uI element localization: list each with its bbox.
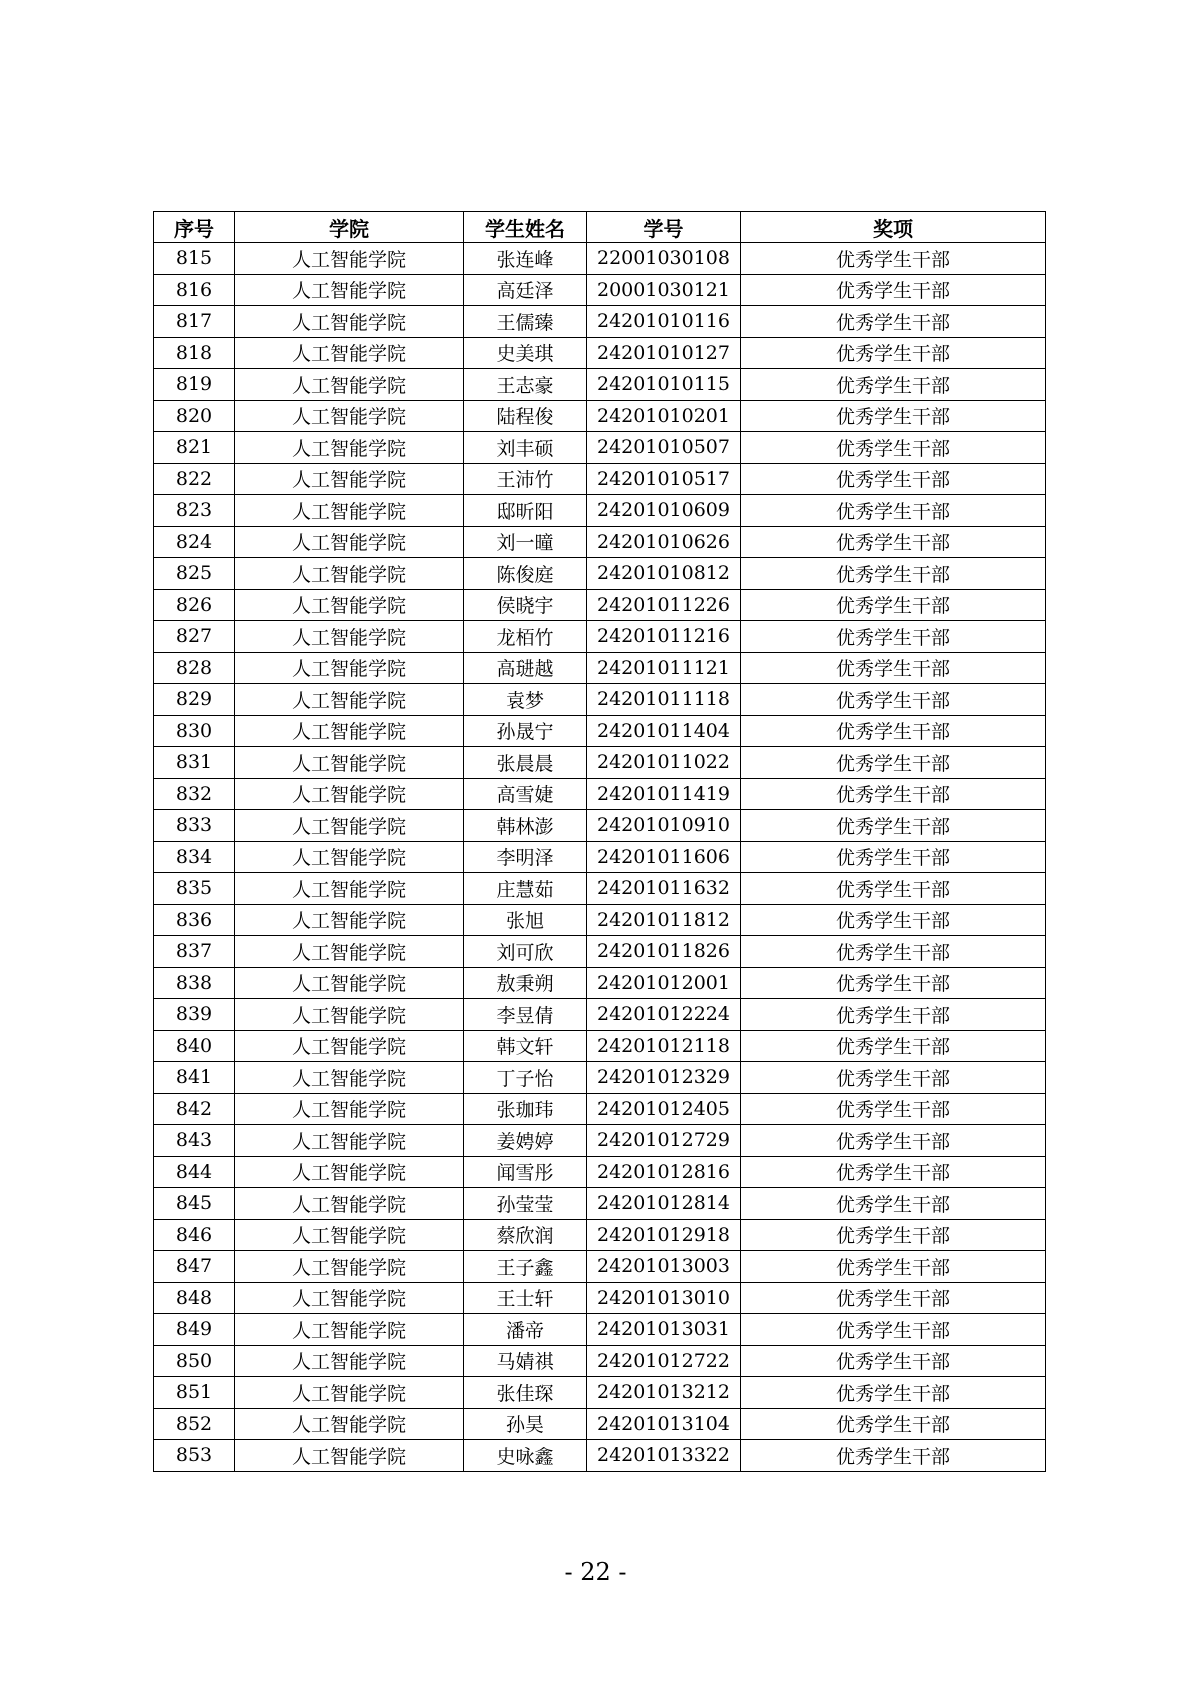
cell-index: 828 bbox=[154, 652, 235, 684]
cell-index: 848 bbox=[154, 1282, 235, 1314]
cell-award: 优秀学生干部 bbox=[741, 369, 1046, 401]
cell-student-id: 24201013031 bbox=[587, 1314, 741, 1346]
cell-college: 人工智能学院 bbox=[235, 1030, 464, 1062]
cell-award: 优秀学生干部 bbox=[741, 999, 1046, 1031]
cell-college: 人工智能学院 bbox=[235, 873, 464, 905]
cell-student-id: 24201011404 bbox=[587, 715, 741, 747]
cell-student-name: 陆程俊 bbox=[464, 400, 587, 432]
cell-college: 人工智能学院 bbox=[235, 369, 464, 401]
cell-award: 优秀学生干部 bbox=[741, 684, 1046, 716]
cell-student-id: 24201012329 bbox=[587, 1062, 741, 1094]
cell-college: 人工智能学院 bbox=[235, 400, 464, 432]
cell-student-name: 高雪婕 bbox=[464, 778, 587, 810]
cell-student-name: 闻雪彤 bbox=[464, 1156, 587, 1188]
cell-index: 853 bbox=[154, 1440, 235, 1472]
cell-award: 优秀学生干部 bbox=[741, 621, 1046, 653]
cell-award: 优秀学生干部 bbox=[741, 589, 1046, 621]
cell-college: 人工智能学院 bbox=[235, 432, 464, 464]
cell-college: 人工智能学院 bbox=[235, 243, 464, 275]
table-row bbox=[154, 841, 1046, 873]
cell-index: 846 bbox=[154, 1219, 235, 1251]
cell-award: 优秀学生干部 bbox=[741, 967, 1046, 999]
cell-award: 优秀学生干部 bbox=[741, 463, 1046, 495]
cell-index: 827 bbox=[154, 621, 235, 653]
cell-award: 优秀学生干部 bbox=[741, 1219, 1046, 1251]
cell-student-name: 邸昕阳 bbox=[464, 495, 587, 527]
cell-college: 人工智能学院 bbox=[235, 1062, 464, 1094]
table-row bbox=[154, 1282, 1046, 1314]
cell-index: 815 bbox=[154, 243, 235, 275]
cell-student-id: 24201010201 bbox=[587, 400, 741, 432]
cell-student-id: 24201012918 bbox=[587, 1219, 741, 1251]
cell-student-name: 韩林澎 bbox=[464, 810, 587, 842]
table-row bbox=[154, 936, 1046, 968]
cell-index: 821 bbox=[154, 432, 235, 464]
cell-student-id: 24201013104 bbox=[587, 1408, 741, 1440]
cell-award: 优秀学生干部 bbox=[741, 495, 1046, 527]
cell-student-name: 潘帝 bbox=[464, 1314, 587, 1346]
table-row bbox=[154, 243, 1046, 275]
cell-award: 优秀学生干部 bbox=[741, 1408, 1046, 1440]
header-student-id: 学号 bbox=[587, 212, 741, 243]
cell-student-name: 姜娉婷 bbox=[464, 1125, 587, 1157]
cell-student-id: 24201011216 bbox=[587, 621, 741, 653]
table-row bbox=[154, 999, 1046, 1031]
cell-college: 人工智能学院 bbox=[235, 999, 464, 1031]
table-row bbox=[154, 652, 1046, 684]
cell-student-id: 24201010507 bbox=[587, 432, 741, 464]
cell-college: 人工智能学院 bbox=[235, 1156, 464, 1188]
cell-index: 838 bbox=[154, 967, 235, 999]
cell-index: 852 bbox=[154, 1408, 235, 1440]
cell-student-name: 刘一曈 bbox=[464, 526, 587, 558]
cell-award: 优秀学生干部 bbox=[741, 1345, 1046, 1377]
cell-student-name: 王沛竹 bbox=[464, 463, 587, 495]
table-row bbox=[154, 1440, 1046, 1472]
cell-award: 优秀学生干部 bbox=[741, 904, 1046, 936]
cell-index: 817 bbox=[154, 306, 235, 338]
cell-student-id: 24201013212 bbox=[587, 1377, 741, 1409]
cell-student-name: 马婧祺 bbox=[464, 1345, 587, 1377]
cell-college: 人工智能学院 bbox=[235, 495, 464, 527]
table-body bbox=[154, 243, 1046, 1472]
cell-college: 人工智能学院 bbox=[235, 936, 464, 968]
cell-college: 人工智能学院 bbox=[235, 1408, 464, 1440]
header-award: 奖项 bbox=[741, 212, 1046, 243]
table-header-row bbox=[154, 212, 1046, 243]
cell-student-id: 24201013010 bbox=[587, 1282, 741, 1314]
cell-college: 人工智能学院 bbox=[235, 1282, 464, 1314]
cell-award: 优秀学生干部 bbox=[741, 936, 1046, 968]
cell-student-name: 陈俊庭 bbox=[464, 558, 587, 590]
cell-student-name: 敖秉朔 bbox=[464, 967, 587, 999]
cell-student-name: 李昱倩 bbox=[464, 999, 587, 1031]
cell-student-name: 庄慧茹 bbox=[464, 873, 587, 905]
page-number: - 22 - bbox=[564, 1558, 627, 1586]
cell-student-name: 王儒臻 bbox=[464, 306, 587, 338]
cell-college: 人工智能学院 bbox=[235, 274, 464, 306]
cell-student-name: 蔡欣润 bbox=[464, 1219, 587, 1251]
table-row bbox=[154, 306, 1046, 338]
cell-student-id: 24201010115 bbox=[587, 369, 741, 401]
cell-student-name: 刘可欣 bbox=[464, 936, 587, 968]
cell-index: 851 bbox=[154, 1377, 235, 1409]
cell-student-name: 张旭 bbox=[464, 904, 587, 936]
cell-college: 人工智能学院 bbox=[235, 778, 464, 810]
cell-student-id: 24201012814 bbox=[587, 1188, 741, 1220]
table-row bbox=[154, 904, 1046, 936]
table-row bbox=[154, 337, 1046, 369]
cell-award: 优秀学生干部 bbox=[741, 1377, 1046, 1409]
cell-index: 816 bbox=[154, 274, 235, 306]
cell-student-name: 王志豪 bbox=[464, 369, 587, 401]
cell-student-id: 24201011226 bbox=[587, 589, 741, 621]
cell-student-name: 侯晓宇 bbox=[464, 589, 587, 621]
cell-college: 人工智能学院 bbox=[235, 904, 464, 936]
cell-award: 优秀学生干部 bbox=[741, 274, 1046, 306]
cell-index: 850 bbox=[154, 1345, 235, 1377]
cell-student-id: 24201013003 bbox=[587, 1251, 741, 1283]
cell-index: 818 bbox=[154, 337, 235, 369]
cell-award: 优秀学生干部 bbox=[741, 1062, 1046, 1094]
cell-index: 836 bbox=[154, 904, 235, 936]
table-row bbox=[154, 589, 1046, 621]
cell-student-id: 24201012722 bbox=[587, 1345, 741, 1377]
cell-index: 819 bbox=[154, 369, 235, 401]
table-row bbox=[154, 274, 1046, 306]
cell-index: 840 bbox=[154, 1030, 235, 1062]
cell-student-name: 张珈玮 bbox=[464, 1093, 587, 1125]
cell-college: 人工智能学院 bbox=[235, 652, 464, 684]
cell-student-id: 24201012224 bbox=[587, 999, 741, 1031]
header-college: 学院 bbox=[235, 212, 464, 243]
table-row bbox=[154, 1251, 1046, 1283]
cell-index: 834 bbox=[154, 841, 235, 873]
cell-college: 人工智能学院 bbox=[235, 306, 464, 338]
cell-index: 845 bbox=[154, 1188, 235, 1220]
cell-index: 820 bbox=[154, 400, 235, 432]
table-row bbox=[154, 432, 1046, 464]
cell-college: 人工智能学院 bbox=[235, 1314, 464, 1346]
cell-student-id: 24201010116 bbox=[587, 306, 741, 338]
cell-student-name: 孙昊 bbox=[464, 1408, 587, 1440]
cell-student-id: 24201010517 bbox=[587, 463, 741, 495]
table-row bbox=[154, 369, 1046, 401]
cell-college: 人工智能学院 bbox=[235, 1345, 464, 1377]
cell-index: 824 bbox=[154, 526, 235, 558]
cell-student-name: 高琎越 bbox=[464, 652, 587, 684]
cell-award: 优秀学生干部 bbox=[741, 526, 1046, 558]
cell-student-name: 袁梦 bbox=[464, 684, 587, 716]
cell-award: 优秀学生干部 bbox=[741, 337, 1046, 369]
cell-student-id: 24201013322 bbox=[587, 1440, 741, 1472]
cell-award: 优秀学生干部 bbox=[741, 810, 1046, 842]
cell-student-id: 24201012729 bbox=[587, 1125, 741, 1157]
cell-index: 839 bbox=[154, 999, 235, 1031]
table-row bbox=[154, 873, 1046, 905]
cell-student-id: 24201011606 bbox=[587, 841, 741, 873]
cell-student-id: 24201010609 bbox=[587, 495, 741, 527]
cell-student-id: 24201010910 bbox=[587, 810, 741, 842]
cell-index: 829 bbox=[154, 684, 235, 716]
table-row bbox=[154, 526, 1046, 558]
cell-award: 优秀学生干部 bbox=[741, 1125, 1046, 1157]
cell-student-name: 高廷泽 bbox=[464, 274, 587, 306]
table-row bbox=[154, 1062, 1046, 1094]
table-row bbox=[154, 1377, 1046, 1409]
header-index: 序号 bbox=[154, 212, 235, 243]
table-row bbox=[154, 1219, 1046, 1251]
table-row bbox=[154, 1314, 1046, 1346]
cell-award: 优秀学生干部 bbox=[741, 778, 1046, 810]
cell-index: 842 bbox=[154, 1093, 235, 1125]
cell-college: 人工智能学院 bbox=[235, 684, 464, 716]
table-row bbox=[154, 1188, 1046, 1220]
cell-student-name: 丁子怡 bbox=[464, 1062, 587, 1094]
table-row bbox=[154, 1093, 1046, 1125]
cell-college: 人工智能学院 bbox=[235, 1219, 464, 1251]
table-row bbox=[154, 778, 1046, 810]
cell-award: 优秀学生干部 bbox=[741, 1093, 1046, 1125]
cell-award: 优秀学生干部 bbox=[741, 243, 1046, 275]
table-row bbox=[154, 1156, 1046, 1188]
cell-student-name: 史美琪 bbox=[464, 337, 587, 369]
cell-award: 优秀学生干部 bbox=[741, 652, 1046, 684]
cell-college: 人工智能学院 bbox=[235, 337, 464, 369]
cell-college: 人工智能学院 bbox=[235, 967, 464, 999]
header-student-name: 学生姓名 bbox=[464, 212, 587, 243]
cell-student-name: 王子鑫 bbox=[464, 1251, 587, 1283]
cell-student-id: 24201011022 bbox=[587, 747, 741, 779]
cell-student-name: 孙莹莹 bbox=[464, 1188, 587, 1220]
cell-student-id: 24201010626 bbox=[587, 526, 741, 558]
award-table bbox=[153, 211, 1046, 1472]
table-row bbox=[154, 967, 1046, 999]
cell-college: 人工智能学院 bbox=[235, 1251, 464, 1283]
cell-award: 优秀学生干部 bbox=[741, 747, 1046, 779]
cell-award: 优秀学生干部 bbox=[741, 841, 1046, 873]
cell-student-id: 24201011118 bbox=[587, 684, 741, 716]
cell-index: 831 bbox=[154, 747, 235, 779]
cell-student-id: 24201012001 bbox=[587, 967, 741, 999]
cell-award: 优秀学生干部 bbox=[741, 306, 1046, 338]
cell-index: 822 bbox=[154, 463, 235, 495]
cell-index: 847 bbox=[154, 1251, 235, 1283]
cell-index: 832 bbox=[154, 778, 235, 810]
table-row bbox=[154, 684, 1046, 716]
cell-student-name: 张晨晨 bbox=[464, 747, 587, 779]
cell-award: 优秀学生干部 bbox=[741, 400, 1046, 432]
cell-student-id: 24201011632 bbox=[587, 873, 741, 905]
table-row bbox=[154, 715, 1046, 747]
cell-student-name: 张佳琛 bbox=[464, 1377, 587, 1409]
cell-award: 优秀学生干部 bbox=[741, 1440, 1046, 1472]
cell-award: 优秀学生干部 bbox=[741, 715, 1046, 747]
cell-index: 843 bbox=[154, 1125, 235, 1157]
cell-college: 人工智能学院 bbox=[235, 621, 464, 653]
cell-student-id: 24201011812 bbox=[587, 904, 741, 936]
cell-college: 人工智能学院 bbox=[235, 1093, 464, 1125]
cell-student-id: 24201012816 bbox=[587, 1156, 741, 1188]
cell-award: 优秀学生干部 bbox=[741, 558, 1046, 590]
cell-index: 823 bbox=[154, 495, 235, 527]
cell-index: 837 bbox=[154, 936, 235, 968]
table-row bbox=[154, 1030, 1046, 1062]
cell-student-id: 24201011826 bbox=[587, 936, 741, 968]
cell-student-id: 24201012118 bbox=[587, 1030, 741, 1062]
cell-award: 优秀学生干部 bbox=[741, 1314, 1046, 1346]
cell-student-name: 龙栢竹 bbox=[464, 621, 587, 653]
cell-index: 844 bbox=[154, 1156, 235, 1188]
cell-index: 841 bbox=[154, 1062, 235, 1094]
cell-student-id: 24201011419 bbox=[587, 778, 741, 810]
cell-student-id: 24201010812 bbox=[587, 558, 741, 590]
cell-college: 人工智能学院 bbox=[235, 589, 464, 621]
cell-index: 835 bbox=[154, 873, 235, 905]
cell-college: 人工智能学院 bbox=[235, 841, 464, 873]
cell-index: 830 bbox=[154, 715, 235, 747]
cell-student-name: 李明泽 bbox=[464, 841, 587, 873]
table-row bbox=[154, 463, 1046, 495]
cell-college: 人工智能学院 bbox=[235, 1377, 464, 1409]
cell-student-name: 张连峰 bbox=[464, 243, 587, 275]
cell-index: 826 bbox=[154, 589, 235, 621]
table-row bbox=[154, 1408, 1046, 1440]
table-row bbox=[154, 810, 1046, 842]
cell-student-name: 孙晟宁 bbox=[464, 715, 587, 747]
cell-award: 优秀学生干部 bbox=[741, 1156, 1046, 1188]
table-row bbox=[154, 621, 1046, 653]
cell-college: 人工智能学院 bbox=[235, 558, 464, 590]
cell-award: 优秀学生干部 bbox=[741, 1251, 1046, 1283]
cell-award: 优秀学生干部 bbox=[741, 1188, 1046, 1220]
table-row bbox=[154, 495, 1046, 527]
table-row bbox=[154, 747, 1046, 779]
cell-index: 849 bbox=[154, 1314, 235, 1346]
cell-index: 825 bbox=[154, 558, 235, 590]
cell-award: 优秀学生干部 bbox=[741, 873, 1046, 905]
table-row bbox=[154, 558, 1046, 590]
cell-college: 人工智能学院 bbox=[235, 810, 464, 842]
cell-college: 人工智能学院 bbox=[235, 1125, 464, 1157]
cell-award: 优秀学生干部 bbox=[741, 432, 1046, 464]
table-row bbox=[154, 400, 1046, 432]
cell-college: 人工智能学院 bbox=[235, 463, 464, 495]
cell-student-id: 22001030108 bbox=[587, 243, 741, 275]
cell-college: 人工智能学院 bbox=[235, 526, 464, 558]
cell-student-id: 24201012405 bbox=[587, 1093, 741, 1125]
cell-college: 人工智能学院 bbox=[235, 1440, 464, 1472]
cell-student-id: 24201011121 bbox=[587, 652, 741, 684]
table-row bbox=[154, 1345, 1046, 1377]
cell-student-name: 刘丰硕 bbox=[464, 432, 587, 464]
cell-student-name: 史咏鑫 bbox=[464, 1440, 587, 1472]
cell-student-id: 24201010127 bbox=[587, 337, 741, 369]
cell-college: 人工智能学院 bbox=[235, 715, 464, 747]
cell-college: 人工智能学院 bbox=[235, 1188, 464, 1220]
cell-award: 优秀学生干部 bbox=[741, 1030, 1046, 1062]
cell-college: 人工智能学院 bbox=[235, 747, 464, 779]
table-row bbox=[154, 1125, 1046, 1157]
cell-student-name: 韩文轩 bbox=[464, 1030, 587, 1062]
cell-index: 833 bbox=[154, 810, 235, 842]
cell-student-id: 20001030121 bbox=[587, 274, 741, 306]
cell-award: 优秀学生干部 bbox=[741, 1282, 1046, 1314]
cell-student-name: 王士轩 bbox=[464, 1282, 587, 1314]
